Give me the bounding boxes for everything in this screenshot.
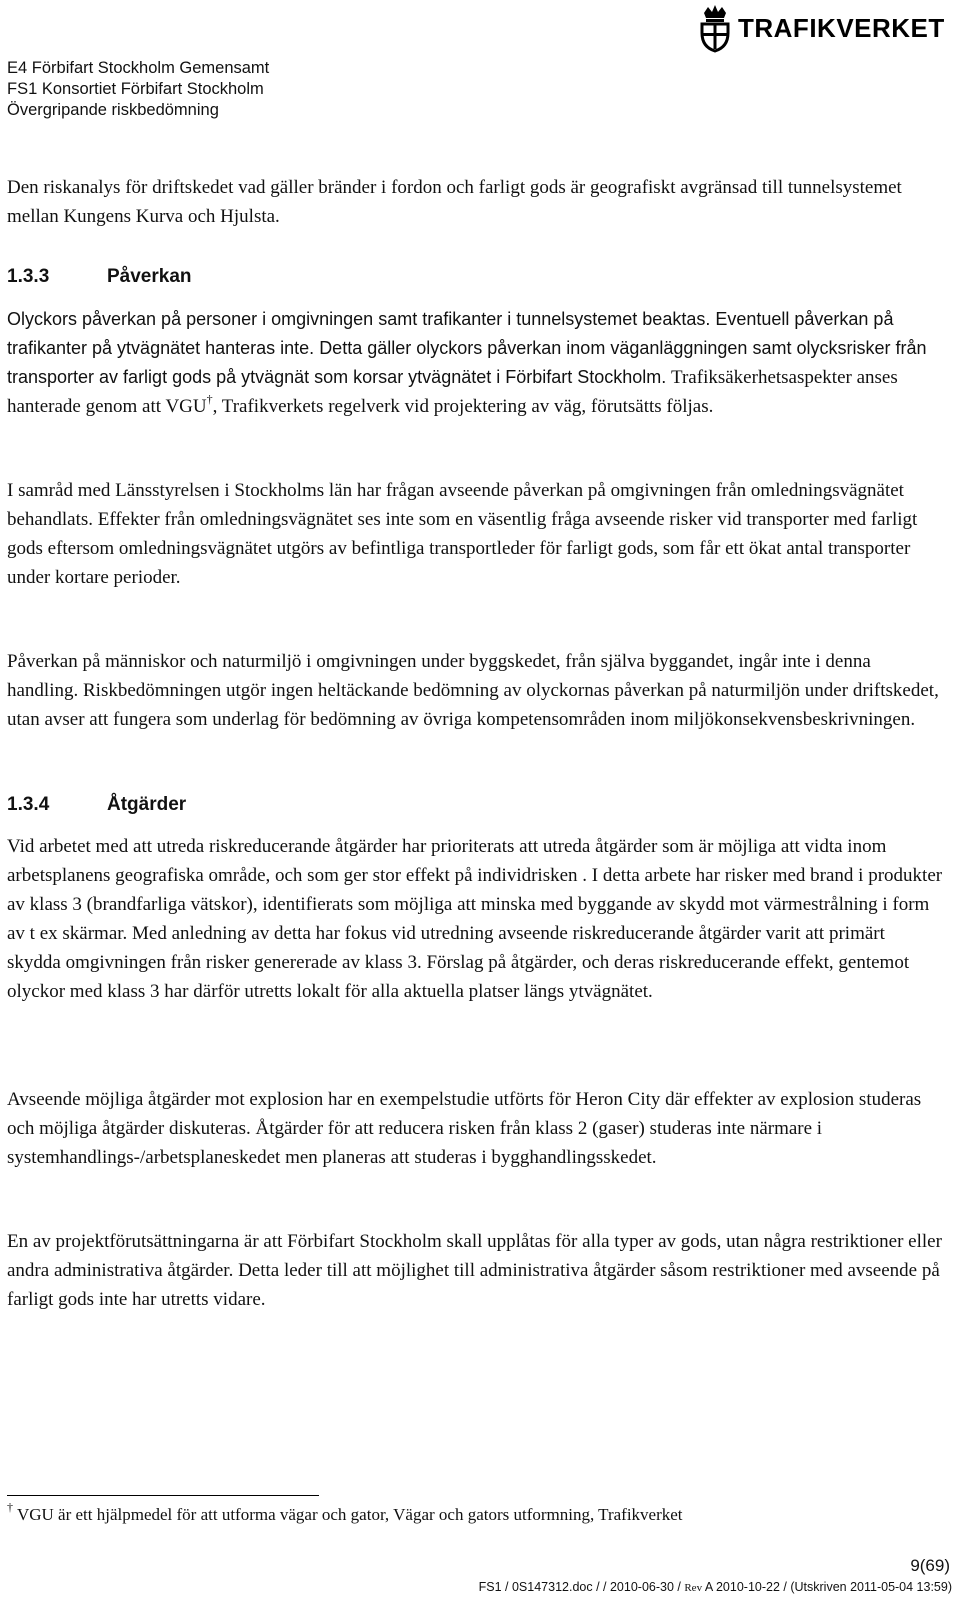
section-title: Påverkan	[107, 266, 192, 287]
document-header	[7, 58, 269, 121]
footnote	[7, 1500, 683, 1527]
intro-section	[7, 173, 943, 231]
intro-paragraph: Den riskanalys för driftskedet vad gäller bränder i fordon och farligt gods är geografiskt avgränsad till tunnelsystemet mellan Kungens Kurva och Hjulsta.	[7, 177, 902, 227]
header-project: E4 Förbifart Stockholm Gemensamt	[7, 59, 270, 77]
section-number: 1.3.3	[7, 266, 50, 287]
crown-emblem-icon	[698, 3, 732, 53]
section-1-3-3-paragraph-2: I samråd med Länsstyrelsen i Stockholms län har frågan avseende påverkan på omgivningen från omledningsvägnätet behandlats. Effekter från omledningsvägnätet ses inte som en väsentlig fråga avseende risker vid transporter med farligt gods eftersom omledningsvägnätet utgörs av befintliga transportleder för farligt gods, som får ett ökat antal transporter under kortare perioder.	[7, 480, 918, 588]
section-number: 1.3.4	[7, 794, 50, 815]
section-title: Åtgärder	[107, 794, 187, 815]
paragraph-serif-part: Trafiksäkerhetsaspekter anses hanterade genom att VGU	[7, 367, 898, 417]
logo-wordmark: TRAFIKVERKET	[738, 12, 945, 43]
footnote-reference: †	[206, 392, 213, 406]
section-heading-1-3-4	[7, 790, 943, 819]
section-heading-1-3-3	[7, 262, 943, 291]
footnote-text: VGU är ett hjälpmedel för att utforma vägar och gator, Vägar och gators utformning, Trafikverket	[16, 1505, 683, 1524]
footnote-divider	[7, 1495, 319, 1496]
header-document-title: Övergripande riskbedömning	[7, 101, 219, 119]
section-1-3-3-paragraph-1	[7, 305, 943, 421]
page-number: 9(69)	[910, 1556, 950, 1575]
section-1-3-4-paragraph-1: Vid arbetet med att utreda riskreducerande åtgärder har prioriterats att utreda åtgärder som är möjliga att vidta inom arbetsplanens geografiska område, och som ger stor effekt på individrisken . I detta arbete har risker med brand i produkter av klass 3 (brandfarliga vätskor), identifierats som möjliga att minska med byggande av skydd mot värmestrålning i form av t ex skärmar. Med anledning av detta har fokus vid utredning avseende riskreducerande åtgärder varit att primärt skydda omgivningen från risker genererade av klass 3. Förslag på åtgärder, och deras riskreducerande effekt, gentemot olyckor med klass 3 har därför utretts lokalt för alla aktuella platser längs ytvägnätet.	[7, 836, 943, 1002]
header-consortium: FS1 Konsortiet Förbifart Stockholm	[7, 80, 264, 98]
document-reference: FS1 / 0S147312.doc / / 2010-06-30 / Rev A 2010-10-22 / (Utskriven 2011-05-04 13:59)	[478, 1580, 952, 1594]
paragraph-sans-part: Olyckors påverkan på personer i omgivningen samt trafikanter i tunnelsystemet beaktas. Eventuell påverkan på trafikanter på ytvägnätet hanteras inte. Detta gäller olyckors påverkan inom väganläggningen samt olycksrisker från transporter av farligt gods på ytvägnät som korsar ytvägnätet i Förbifart Stockholm.	[7, 309, 927, 387]
section-1-3-4-paragraph-2: Avseende möjliga åtgärder mot explosion har en exempelstudie utförts för Heron City där effekter av explosion studeras och möjliga åtgärder diskuteras. Åtgärder för att reducera risken från klass 2 (gaser) studeras inte närmare i systemhandlings-/arbetsplaneskedet men planeras att studeras i bygghandlingsskedet.	[7, 1089, 922, 1168]
section-1-3-4-paragraph-3: En av projektförutsättningarna är att Förbifart Stockholm skall upplåtas för alla typer av gods, utan några restriktioner eller andra administrativa åtgärder. Detta leder till att möjlighet till administrativa åtgärder såsom restriktioner med avseende på farligt gods inte har utretts vidare.	[7, 1231, 942, 1310]
paragraph-serif-part-end: , Trafikverkets regelverk vid projektering av väg, förutsätts följas.	[212, 396, 714, 417]
section-1-3-3-paragraph-3: Påverkan på människor och naturmiljö i omgivningen under byggskedet, från själva byggandet, ingår inte i denna handling. Riskbedömningen utgör ingen heltäckande bedömning av olyckornas påverkan på naturmiljön under driftskedet, utan avser att fungera som underlag för bedömning av övriga kompetensområden inom miljökonsekvensbeskrivningen.	[7, 651, 939, 730]
footnote-mark: †	[7, 1500, 13, 1514]
trafikverket-logo	[698, 0, 960, 56]
